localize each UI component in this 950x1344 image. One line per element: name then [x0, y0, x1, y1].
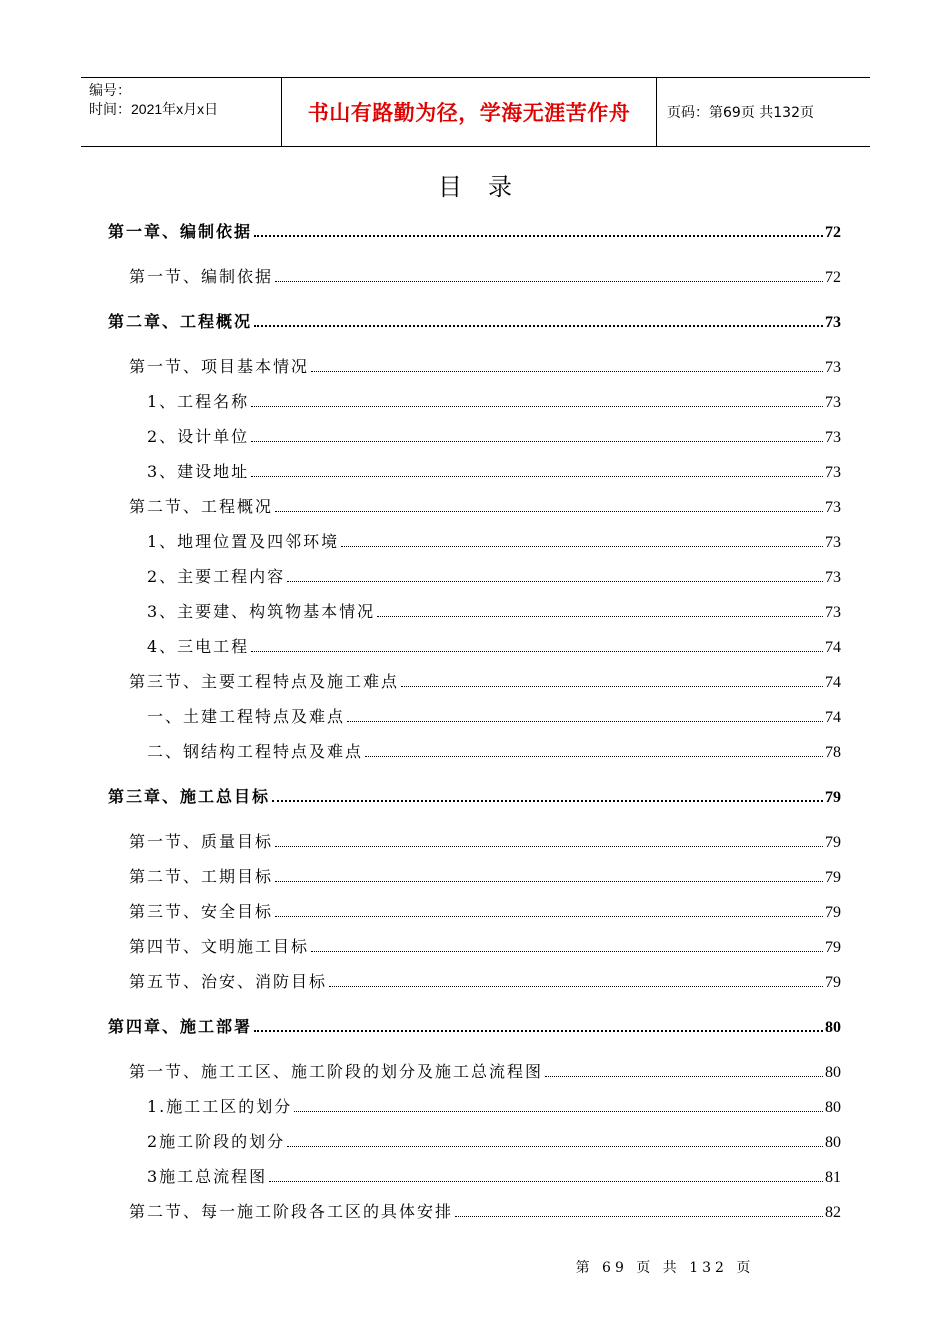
toc-entry-page: 72	[825, 224, 841, 241]
toc-entry-label: 3施工总流程图	[147, 1167, 268, 1186]
toc-leader-dots	[401, 686, 823, 687]
toc-entry[interactable]	[129, 830, 841, 854]
toc-entry-label: 第三节、安全目标	[129, 902, 274, 921]
toc-entry-label: 3、建设地址	[147, 462, 250, 481]
toc-leader-dots	[287, 1146, 823, 1147]
document-header	[81, 77, 870, 147]
toc-entry-label: 第二节、工程概况	[129, 497, 274, 516]
toc-entry-label: 1、地理位置及四邻环境	[147, 532, 340, 551]
toc-entry-label: 1.施工工区的划分	[147, 1097, 293, 1116]
toc-entry-label: 一、土建工程特点及难点	[147, 707, 346, 726]
toc-leader-dots	[254, 1030, 823, 1032]
toc-entry-page: 74	[825, 674, 841, 691]
toc-leader-dots	[545, 1076, 823, 1077]
toc-leader-dots	[275, 881, 823, 882]
toc-entry-label: 第三章、施工总目标	[108, 787, 271, 806]
toc-leader-dots	[275, 511, 823, 512]
toc-entry[interactable]	[129, 355, 841, 379]
toc-entry-label: 2、主要工程内容	[147, 567, 286, 586]
toc-leader-dots	[251, 441, 823, 442]
toc-entry[interactable]	[129, 670, 841, 694]
toc-entry-label: 1、工程名称	[147, 392, 250, 411]
toc-leader-dots	[311, 371, 823, 372]
toc-entry[interactable]	[129, 265, 841, 289]
toc-entry[interactable]	[108, 785, 841, 809]
toc-entry-page: 79	[825, 834, 841, 851]
toc-leader-dots	[275, 916, 823, 917]
toc-entry-label: 第三节、主要工程特点及施工难点	[129, 672, 400, 691]
toc-leader-dots	[294, 1111, 823, 1112]
toc-entry[interactable]	[147, 425, 841, 449]
toc-entry[interactable]	[108, 310, 841, 334]
toc-entry-label: 第一节、编制依据	[129, 267, 274, 286]
toc-leader-dots	[341, 546, 823, 547]
toc-entry-page: 79	[825, 789, 841, 806]
toc-leader-dots	[251, 651, 823, 652]
toc-entry-label: 第四节、文明施工目标	[129, 937, 310, 956]
header-page-info: 页码：第69页 共132页	[667, 105, 814, 121]
toc-entry-page: 74	[825, 639, 841, 656]
toc-leader-dots	[254, 325, 823, 327]
toc-entry[interactable]	[129, 495, 841, 519]
toc-entry[interactable]	[147, 1130, 841, 1154]
toc-entry-page: 78	[825, 744, 841, 761]
toc-entry-page: 73	[825, 534, 841, 551]
toc-leader-dots	[254, 235, 823, 237]
toc-entry-page: 73	[825, 359, 841, 376]
toc-entry[interactable]	[147, 460, 841, 484]
toc-entry-page: 73	[825, 464, 841, 481]
toc-entry-page: 73	[825, 394, 841, 411]
toc-entry[interactable]	[147, 565, 841, 589]
toc-entry-page: 81	[825, 1169, 841, 1186]
toc-entry[interactable]	[147, 1095, 841, 1119]
toc-entry-page: 79	[825, 939, 841, 956]
toc-entry-page: 72	[825, 269, 841, 286]
toc-entry-page: 73	[825, 499, 841, 516]
toc-entry-label: 第一节、质量目标	[129, 832, 274, 851]
toc-leader-dots	[272, 800, 823, 802]
page-title: 目录	[438, 173, 538, 201]
toc-leader-dots	[329, 986, 823, 987]
page-footer: 第 69 页 共 132 页	[575, 1260, 755, 1276]
toc-entry-label: 2、设计单位	[147, 427, 250, 446]
toc-entry-page: 73	[825, 604, 841, 621]
toc-leader-dots	[377, 616, 823, 617]
toc-entry[interactable]	[147, 705, 841, 729]
toc-entry-page: 74	[825, 709, 841, 726]
toc-entry-page: 79	[825, 974, 841, 991]
toc-entry[interactable]	[147, 390, 841, 414]
toc-leader-dots	[251, 476, 823, 477]
toc-leader-dots	[269, 1181, 823, 1182]
header-number: 编号：	[89, 82, 131, 98]
toc-entry-label: 2施工阶段的划分	[147, 1132, 286, 1151]
toc-leader-dots	[311, 951, 823, 952]
toc-entry-page: 79	[825, 904, 841, 921]
toc-entry[interactable]	[147, 600, 841, 624]
toc-entry[interactable]	[147, 635, 841, 659]
toc-entry-page: 79	[825, 869, 841, 886]
toc-entry[interactable]	[108, 220, 841, 244]
toc-entry-page: 73	[825, 314, 841, 331]
toc-entry-label: 第一章、编制依据	[108, 222, 253, 241]
toc-entry-label: 第四章、施工部署	[108, 1017, 253, 1036]
toc-entry-label: 第二节、每一施工阶段各工区的具体安排	[129, 1202, 454, 1221]
toc-entry-page: 80	[825, 1134, 841, 1151]
toc-entry[interactable]	[129, 900, 841, 924]
toc-leader-dots	[365, 756, 823, 757]
toc-entry-page: 80	[825, 1019, 841, 1036]
toc-entry-label: 3、主要建、构筑物基本情况	[147, 602, 376, 621]
toc-leader-dots	[455, 1216, 823, 1217]
toc-entry[interactable]	[129, 865, 841, 889]
toc-entry-label: 第二节、工期目标	[129, 867, 274, 886]
toc-entry-page: 80	[825, 1099, 841, 1116]
toc-entry-label: 4、三电工程	[147, 637, 250, 656]
toc-leader-dots	[287, 581, 823, 582]
toc-entry-page: 73	[825, 429, 841, 446]
header-meta	[81, 78, 281, 146]
toc-entry-page: 80	[825, 1064, 841, 1081]
toc-entry-page: 82	[825, 1204, 841, 1221]
toc-entry[interactable]	[147, 740, 841, 764]
toc-entry-label: 二、钢结构工程特点及难点	[147, 742, 364, 761]
toc-entry[interactable]	[129, 1060, 841, 1084]
toc-entry[interactable]	[108, 1015, 841, 1039]
toc-entry-page: 73	[825, 569, 841, 586]
toc-leader-dots	[275, 846, 823, 847]
toc-leader-dots	[251, 406, 823, 407]
toc-leader-dots	[347, 721, 823, 722]
toc-leader-dots	[275, 281, 823, 282]
toc-entry[interactable]	[147, 1165, 841, 1189]
toc-entry-label: 第一节、项目基本情况	[129, 357, 310, 376]
toc-entry[interactable]	[129, 1200, 841, 1224]
toc-entry-label: 第一节、施工工区、施工阶段的划分及施工总流程图	[129, 1062, 544, 1081]
toc-entry-label: 第二章、工程概况	[108, 312, 253, 331]
toc-entry[interactable]	[147, 530, 841, 554]
toc-entry[interactable]	[129, 935, 841, 959]
header-slogan: 书山有路勤为径，学海无涯苦作舟	[281, 78, 657, 146]
header-time: 时间：2021年x月x日	[89, 101, 219, 117]
toc-entry-label: 第五节、治安、消防目标	[129, 972, 328, 991]
toc-entry[interactable]	[129, 970, 841, 994]
